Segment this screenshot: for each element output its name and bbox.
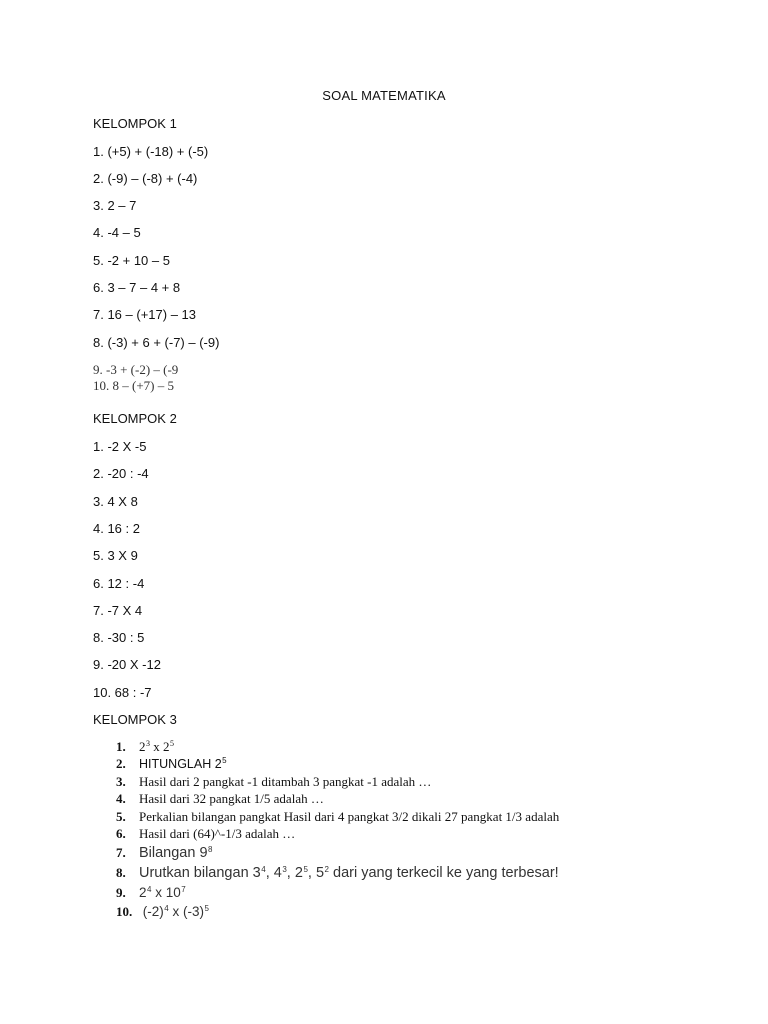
list-number: 6. — [116, 826, 126, 841]
group2-item: 10. 68 : -7 — [93, 685, 152, 700]
group2-item: 9. -20 X -12 — [93, 657, 161, 672]
group3-item-1 — [116, 739, 174, 755]
list-number: 1. — [116, 739, 126, 754]
group1-item: 3. 2 – 7 — [93, 198, 137, 213]
item-text: Perkalian bilangan pangkat Hasil dari 4 pangkat 3/2 dikali 27 pangkat 1/3 adalah — [139, 809, 560, 824]
group1-item: 10. 8 – (+7) – 5 — [93, 378, 174, 393]
group1-item: 6. 3 – 7 – 4 + 8 — [93, 280, 181, 295]
list-number: 9. — [116, 885, 126, 900]
item-text: HITUNGLAH $2^5$ — [139, 756, 227, 771]
group1-item: 8. (-3) + 6 + (-7) – (-9) — [93, 335, 220, 350]
group2-item: 8. -30 : 5 — [93, 630, 145, 645]
group1-item: 7. 16 – (+17) – 13 — [93, 307, 196, 322]
group2-item: 3. 4 X 8 — [93, 494, 138, 509]
list-number: 7. — [116, 845, 126, 860]
group1-item: 5. -2 + 10 – 5 — [93, 253, 170, 268]
item-text: Hasil dari (64)^-1/3 adalah … — [139, 826, 296, 841]
group3-item-6 — [116, 826, 295, 842]
group1-heading: KELOMPOK 1 — [93, 116, 177, 131]
group3-item-2 — [116, 756, 227, 772]
item-text: Urutkan bilangan $3^4$, $4^3$, $2^5$, $5^2$ dari yang terkecil ke yang terbesar! — [139, 865, 559, 881]
item-text: Bilangan $9^8$ — [139, 845, 213, 861]
list-number: 3. — [116, 774, 126, 789]
group3-item-7 — [116, 845, 212, 861]
group3-item-3 — [116, 774, 431, 790]
list-number: 10. — [116, 904, 133, 919]
group2-item: 7. -7 X 4 — [93, 603, 143, 618]
group2-item: 2. -20 : -4 — [93, 466, 149, 481]
group1-item: 9. -3 + (-2) – (-9 — [93, 362, 179, 377]
group3-item-9 — [116, 885, 186, 901]
item-text: $(-2)^4$ x $(-3)^5$ — [139, 904, 209, 919]
group1-item: 4. -4 – 5 — [93, 225, 141, 240]
group2-item: 6. 12 : -4 — [93, 576, 145, 591]
group3-item-5 — [116, 809, 559, 825]
list-number: 4. — [116, 791, 126, 806]
group2-item: 5. 3 X 9 — [93, 548, 138, 563]
list-number: 8. — [116, 865, 126, 880]
group2-item: 4. 16 : 2 — [93, 521, 140, 536]
item-text: Hasil dari 2 pangkat -1 ditambah 3 pangkat -1 adalah … — [139, 774, 432, 789]
list-number: 2. — [116, 756, 126, 771]
group3-heading: KELOMPOK 3 — [93, 712, 177, 727]
document-title: SOAL MATEMATIKA — [322, 88, 446, 103]
item-text: $2^3$ x $2^5$ — [139, 739, 174, 754]
group2-item: 1. -2 X -5 — [93, 439, 147, 454]
item-text: Hasil dari 32 pangkat 1/5 adalah … — [139, 791, 324, 806]
group2-heading: KELOMPOK 2 — [93, 411, 177, 426]
list-number: 5. — [116, 809, 126, 824]
group3-item-8 — [116, 865, 559, 881]
group1-item: 2. (-9) – (-8) + (-4) — [93, 171, 198, 186]
group1-item: 1. (+5) + (-18) + (-5) — [93, 144, 209, 159]
item-text: $2^4$ x $10^7$ — [139, 885, 186, 900]
group3-item-10 — [116, 904, 209, 920]
group3-item-4 — [116, 791, 324, 807]
